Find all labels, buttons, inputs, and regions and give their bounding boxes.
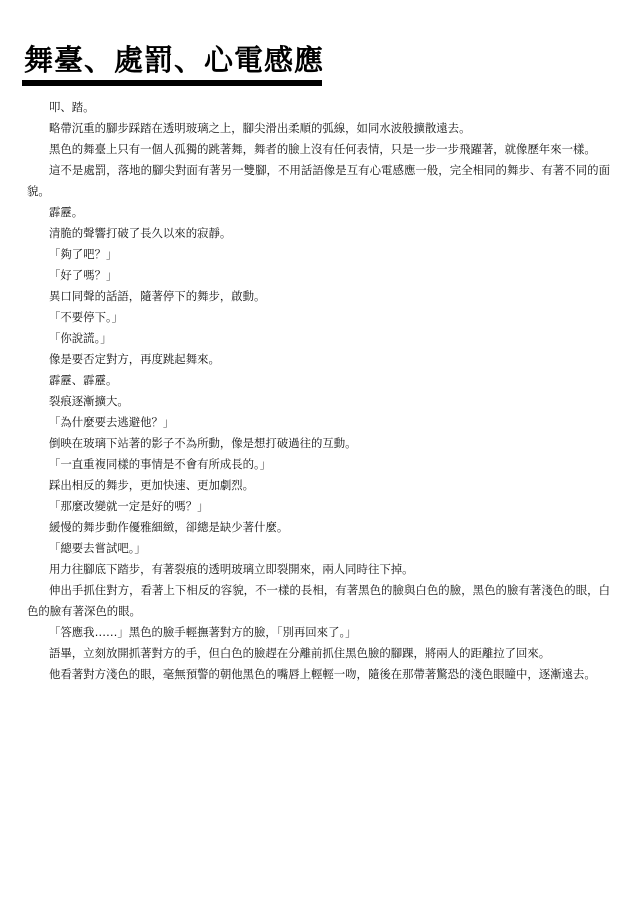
paragraph: 略帶沉重的腳步踩踏在透明玻璃之上，腳尖滑出柔順的弧線，如同水波般擴散遠去。 bbox=[49, 121, 471, 135]
paragraph: 「你說謊。」 bbox=[49, 331, 112, 345]
title-underline-bar bbox=[22, 80, 322, 86]
paragraph: 「一直重複同樣的事情是不會有所成長的。」 bbox=[49, 457, 272, 471]
paragraph: 「為什麼要去逃避他？」 bbox=[49, 415, 175, 429]
paragraph: 這不是處罰，落地的腳尖對面有著另一雙腳，不用話語像是互有心電感應一般，完全相同的舞步、有著不同的面貌。 bbox=[27, 163, 610, 198]
paragraph: 霹靂。 bbox=[49, 205, 84, 219]
paragraph: 裂痕逐漸擴大。 bbox=[49, 394, 129, 408]
paragraph: 霹靂、霹靂。 bbox=[49, 373, 118, 387]
paragraph: 用力往腳底下踏步，有著裂痕的透明玻璃立即裂開來，兩人同時往下掉。 bbox=[49, 562, 414, 576]
paragraph: 「不要停下。」 bbox=[49, 310, 124, 324]
paragraph: 「夠了吧？」 bbox=[49, 247, 118, 261]
story-body bbox=[27, 97, 610, 685]
paragraph: 「好了嗎？」 bbox=[49, 268, 118, 282]
paragraph: 語畢，立刻放開抓著對方的手，但白色的臉趕在分離前抓住黑色臉的腳踝，將兩人的距離拉了回來。 bbox=[49, 646, 551, 660]
title-block bbox=[22, 40, 325, 86]
paragraph: 倒映在玻璃下站著的影子不為所動，像是想打破過往的互動。 bbox=[49, 436, 357, 450]
paragraph: 清脆的聲響打破了長久以來的寂靜。 bbox=[49, 226, 232, 240]
paragraph: 「答應我……」黑色的臉手輕撫著對方的臉，「別再回來了。」 bbox=[49, 625, 357, 639]
paragraph: 緩慢的舞步動作優雅細緻，卻總是缺少著什麼。 bbox=[49, 520, 289, 534]
paragraph: 「總要去嘗試吧。」 bbox=[49, 541, 146, 555]
paragraph: 他看著對方淺色的眼，毫無預警的朝他黑色的嘴唇上輕輕一吻，隨後在那帶著驚恐的淺色眼瞳中，逐漸遠去。 bbox=[49, 667, 596, 681]
paragraph: 異口同聲的話語，隨著停下的舞步，啟動。 bbox=[49, 289, 266, 303]
page-title: 舞臺、處罰、心電感應 bbox=[24, 43, 325, 77]
paragraph: 像是要否定對方，再度跳起舞來。 bbox=[49, 352, 220, 366]
paragraph: 黑色的舞臺上只有一個人孤獨的跳著舞，舞者的臉上沒有任何表情，只是一步一步飛躍著，就像歷年來一樣。 bbox=[49, 142, 596, 156]
paragraph: 叩、踏。 bbox=[49, 100, 95, 114]
paragraph: 踩出相反的舞步，更加快速、更加劇烈。 bbox=[49, 478, 255, 492]
paragraph: 「那麼改變就一定是好的嗎？」 bbox=[49, 499, 209, 513]
paragraph: 伸出手抓住對方，看著上下相反的容貌，不一樣的長相，有著黑色的臉與白色的臉，黑色的臉有著淺色的眼，白色的臉有著深色的眼。 bbox=[27, 583, 610, 618]
